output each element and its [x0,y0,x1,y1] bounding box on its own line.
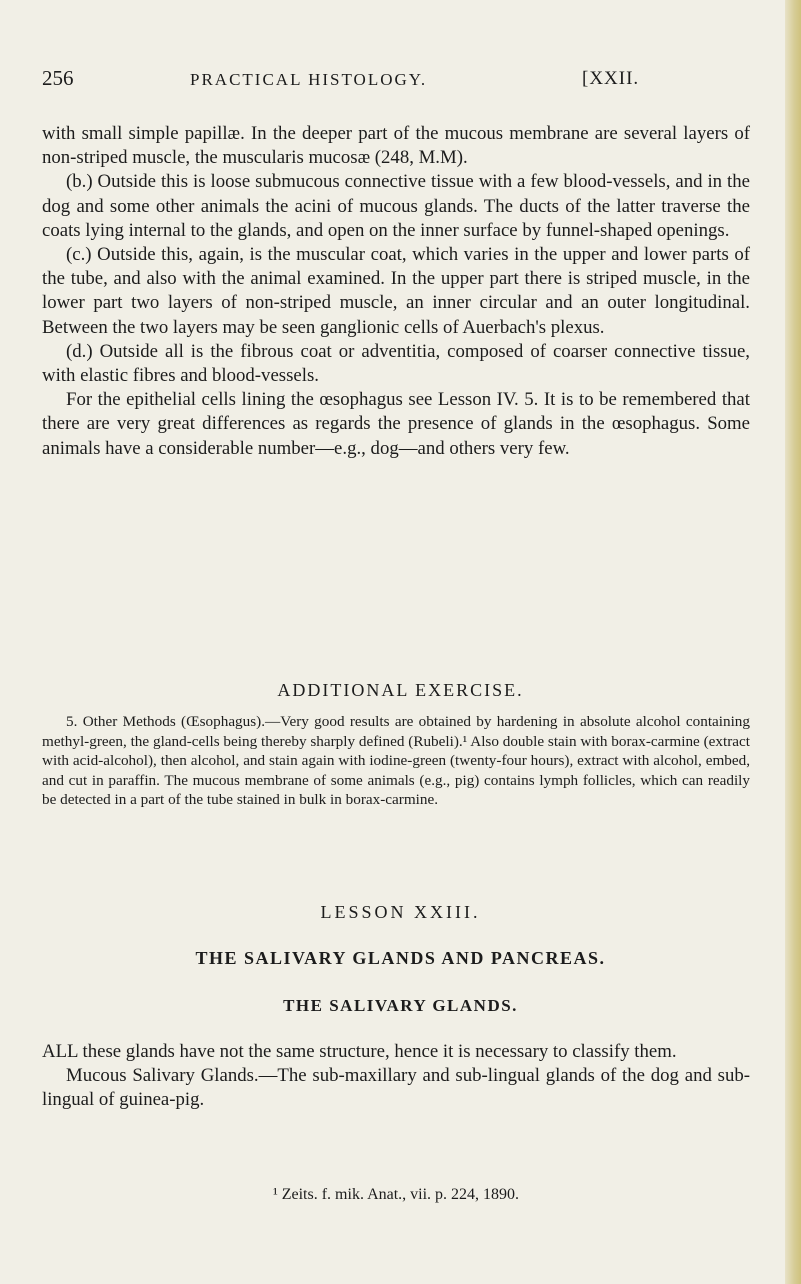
paragraph: For the epithelial cells lining the œsophagus see Lesson IV. 5. It is to be remembered that there are very great differences as regards the presence of glands in the œsophagus. Some animals have a considerable number—e.g., dog—and others very few. [42,389,750,459]
page-header [42,66,742,96]
main-text [42,122,750,461]
section-heading: ADDITIONAL EXERCISE. [277,680,524,700]
paragraph: (b.) Outside this is loose submucous connective tissue with a few blood-vessels, and in the dog and some other animals the acini of mucous glands. The ducts of the latter traverse the coats lying internal to the glands, and open on the inner surface by funnel-shaped openings. [42,171,750,241]
paragraph: ALL these glands have not the same structure, hence it is necessary to classify them. [42,1041,677,1062]
exercise-text: 5. Other Methods (Œsophagus).—Very good results are obtained by hardening in absolute alcohol containing methyl-green, the gland-cells being thereby sharply defined (Rubeli).¹ Also double stain with borax-carmine (extract with acid-alcohol), then alcohol, and stain again with iodine-green (twenty-four hours), extract with alcohol, embed, and cut in paraffin. The mucous membrane of some animals (e.g., pig) contains lymph follicles, which can readily be detected in a part of the tube stained in bulk in borax-carmine. [42,713,750,809]
page-number: 256 [42,66,74,90]
lesson-text [42,1040,750,1113]
paragraph: with small simple papillæ. In the deeper part of the mucous membrane are several layers of non-striped muscle, the muscularis mucosæ (248, M.M). [42,123,750,169]
paragraph: (c.) Outside this, again, is the muscular coat, which varies in the upper and lower parts of the tube, and also with the animal examined. In the upper part there is striped muscle, in the lower part two layers of non-striped muscle, an inner circular and an outer longitudinal. Between the two layers may be seen ganglionic cells of Auerbach's plexus. [42,244,750,338]
subheading: THE SALIVARY GLANDS. [283,996,518,1015]
lesson-heading: LESSON XXIII. [320,902,481,922]
chapter-title: THE SALIVARY GLANDS AND PANCREAS. [195,948,606,968]
paragraph: Mucous Salivary Glands.—The sub-maxillary and sub-lingual glands of the dog and sub-lingual of guinea-pig. [42,1065,750,1111]
running-title: PRACTICAL HISTOLOGY. [190,70,428,89]
paragraph: (d.) Outside all is the fibrous coat or adventitia, composed of coarser connective tissue, with elastic fibres and blood-vessels. [42,340,750,387]
footnote: ¹ Zeits. f. mik. Anat., vii. p. 224, 1890. [272,1186,520,1203]
section-marker: [XXII. [582,68,640,89]
page-edge [785,0,801,1284]
